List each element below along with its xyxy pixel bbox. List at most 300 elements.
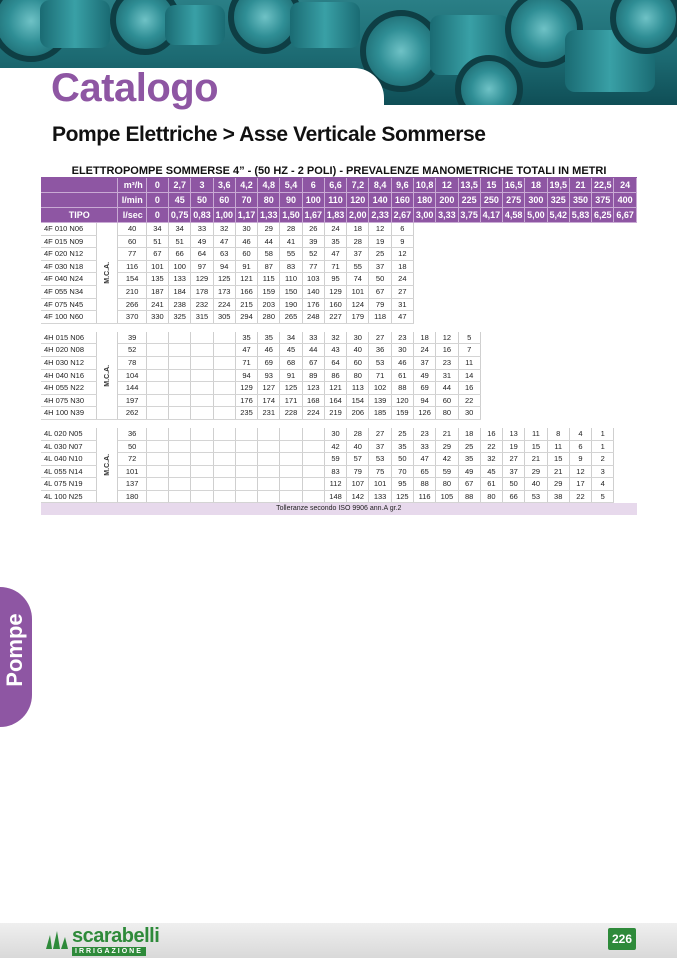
head-value-cell: 47 xyxy=(235,344,257,357)
head-value-cell: 53 xyxy=(369,356,391,369)
head-value-cell: 83 xyxy=(324,465,346,478)
head-value-cell: 9 xyxy=(391,235,413,248)
head-value-cell xyxy=(436,273,458,286)
head-value-cell: 12 xyxy=(391,248,413,261)
flow-header-cell: 325 xyxy=(547,193,569,208)
pump-model: 4H 015 N06 xyxy=(41,332,97,344)
head-value-cell xyxy=(480,273,502,286)
head-value-cell: 58 xyxy=(258,248,280,261)
head-value-cell: 37 xyxy=(503,465,525,478)
flow-header-cell: 3 xyxy=(191,178,213,193)
type-header: TIPO xyxy=(41,208,118,223)
head-value-cell xyxy=(146,332,168,344)
head-value-cell: 51 xyxy=(169,235,191,248)
head-value-cell xyxy=(280,490,302,503)
table-row xyxy=(41,344,637,357)
head-value-cell xyxy=(480,235,502,248)
head-value-cell xyxy=(146,394,168,407)
table-row xyxy=(41,465,637,478)
head-value-cell xyxy=(169,394,191,407)
flow-header-cell: 200 xyxy=(436,193,458,208)
head-value-cell: 112 xyxy=(324,478,346,491)
head-value-cell: 330 xyxy=(146,311,168,324)
head-value-cell: 5 xyxy=(458,332,480,344)
head-value-cell: 22 xyxy=(569,490,591,503)
head-value-cell: 42 xyxy=(324,440,346,453)
head-value-cell: 227 xyxy=(324,311,346,324)
head-value-cell: 95 xyxy=(324,273,346,286)
flow-header-cell: 8,4 xyxy=(369,178,391,193)
flow-header-cell: 45 xyxy=(169,193,191,208)
head-value-cell xyxy=(569,248,591,261)
head-value-cell: 325 xyxy=(169,311,191,324)
pump-model: 4L 055 N14 xyxy=(41,465,97,478)
mca-unit-cell xyxy=(97,223,118,324)
head-value-cell: 60 xyxy=(347,356,369,369)
flow-header-cell: 120 xyxy=(347,193,369,208)
head-value-cell: 59 xyxy=(436,465,458,478)
head-value-cell xyxy=(213,356,235,369)
pump-model: 4F 040 N24 xyxy=(41,273,97,286)
head-value-cell: 178 xyxy=(191,285,213,298)
head-value-cell: 71 xyxy=(235,356,257,369)
flow-header-cell: 1,00 xyxy=(213,208,235,223)
head-value-cell: 28 xyxy=(347,235,369,248)
head-value-cell xyxy=(503,344,525,357)
head-value-cell: 88 xyxy=(458,490,480,503)
head-value-cell xyxy=(547,260,569,273)
head-value-cell: 33 xyxy=(191,223,213,236)
head-value-cell: 18 xyxy=(391,260,413,273)
head-value-cell xyxy=(146,382,168,395)
head-value-cell: 18 xyxy=(347,223,369,236)
head-value-cell: 176 xyxy=(235,394,257,407)
head-value-cell xyxy=(458,285,480,298)
head-value-cell xyxy=(436,235,458,248)
head-value-cell: 2 xyxy=(592,453,614,466)
head-value-cell xyxy=(191,428,213,440)
head-value-cell xyxy=(503,285,525,298)
head-value-cell: 46 xyxy=(258,344,280,357)
table-row xyxy=(41,332,637,344)
head-value-cell: 17 xyxy=(569,478,591,491)
head-value-cell xyxy=(525,260,547,273)
head-value-cell: 80 xyxy=(436,478,458,491)
head-value-cell: 78 xyxy=(118,356,146,369)
head-value-cell: 77 xyxy=(118,248,146,261)
flow-header-cell: 24 xyxy=(614,178,637,193)
head-value-cell xyxy=(480,260,502,273)
head-value-cell xyxy=(413,311,435,324)
flow-header-cell: 5,83 xyxy=(569,208,591,223)
pump-model: 4F 030 N18 xyxy=(41,260,97,273)
head-value-cell xyxy=(213,490,235,503)
head-value-cell: 116 xyxy=(413,490,435,503)
flow-header-cell: 0,75 xyxy=(169,208,191,223)
head-value-cell: 118 xyxy=(369,311,391,324)
head-value-cell: 77 xyxy=(302,260,324,273)
head-value-cell xyxy=(280,453,302,466)
head-value-cell xyxy=(592,223,614,236)
head-value-cell xyxy=(592,248,614,261)
flow-header-cell: 15 xyxy=(480,178,502,193)
head-value-cell xyxy=(592,369,614,382)
head-value-cell xyxy=(213,382,235,395)
head-value-cell: 7 xyxy=(458,344,480,357)
head-value-cell: 185 xyxy=(369,407,391,420)
head-value-cell xyxy=(436,298,458,311)
flow-header-cell: 1,67 xyxy=(302,208,324,223)
head-value-cell xyxy=(592,394,614,407)
pump-model: 4F 055 N34 xyxy=(41,285,97,298)
head-value-cell xyxy=(569,356,591,369)
head-value-cell: 34 xyxy=(169,223,191,236)
head-value-cell: 190 xyxy=(280,298,302,311)
flow-header-cell: 3,6 xyxy=(213,178,235,193)
table-row xyxy=(41,223,637,236)
head-value-cell: 154 xyxy=(347,394,369,407)
head-value-cell: 4 xyxy=(569,428,591,440)
head-value-cell: 30 xyxy=(235,223,257,236)
head-value-cell xyxy=(213,453,235,466)
head-value-cell xyxy=(146,453,168,466)
head-value-cell xyxy=(525,235,547,248)
head-value-cell: 116 xyxy=(118,260,146,273)
head-value-cell: 100 xyxy=(169,260,191,273)
head-value-cell xyxy=(592,332,614,344)
head-value-cell xyxy=(169,382,191,395)
head-value-cell: 37 xyxy=(347,248,369,261)
head-value-cell: 11 xyxy=(525,428,547,440)
head-value-cell: 67 xyxy=(146,248,168,261)
head-value-cell xyxy=(525,273,547,286)
pump-model: 4L 030 N07 xyxy=(41,440,97,453)
head-value-cell: 52 xyxy=(302,248,324,261)
head-value-cell: 30 xyxy=(391,344,413,357)
head-value-cell xyxy=(480,382,502,395)
head-value-cell xyxy=(503,407,525,420)
head-value-cell xyxy=(436,285,458,298)
head-value-cell: 110 xyxy=(280,273,302,286)
head-value-cell: 37 xyxy=(413,356,435,369)
table-row xyxy=(41,428,637,440)
head-value-cell xyxy=(146,440,168,453)
head-value-cell xyxy=(258,440,280,453)
head-value-cell: 25 xyxy=(369,248,391,261)
table-row xyxy=(41,248,637,261)
head-value-cell: 115 xyxy=(258,273,280,286)
head-value-cell: 32 xyxy=(324,332,346,344)
head-value-cell: 176 xyxy=(302,298,324,311)
head-value-cell: 129 xyxy=(235,382,257,395)
head-value-cell xyxy=(569,407,591,420)
head-value-cell: 262 xyxy=(118,407,146,420)
head-value-cell: 55 xyxy=(280,248,302,261)
head-value-cell: 4 xyxy=(592,478,614,491)
flow-header-cell: 60 xyxy=(213,193,235,208)
flow-header-cell: 110 xyxy=(324,193,346,208)
head-value-cell: 32 xyxy=(213,223,235,236)
head-value-cell xyxy=(480,394,502,407)
head-value-cell: 30 xyxy=(458,407,480,420)
head-value-cell: 46 xyxy=(235,235,257,248)
head-value-cell xyxy=(258,453,280,466)
flow-header-cell: 5,00 xyxy=(525,208,547,223)
head-value-cell: 197 xyxy=(118,394,146,407)
head-value-cell: 139 xyxy=(369,394,391,407)
head-value-cell: 67 xyxy=(369,285,391,298)
head-value-cell xyxy=(525,356,547,369)
pump-model: 4L 020 N05 xyxy=(41,428,97,440)
head-value-cell: 12 xyxy=(436,332,458,344)
head-value-cell: 83 xyxy=(280,260,302,273)
head-value-cell: 3 xyxy=(592,465,614,478)
head-value-cell: 16 xyxy=(458,382,480,395)
head-value-cell: 238 xyxy=(169,298,191,311)
head-value-cell xyxy=(258,478,280,491)
head-value-cell xyxy=(191,332,213,344)
head-value-cell xyxy=(547,382,569,395)
head-value-cell: 206 xyxy=(347,407,369,420)
head-value-cell: 25 xyxy=(391,428,413,440)
head-value-cell xyxy=(569,394,591,407)
head-value-cell xyxy=(503,382,525,395)
head-value-cell: 44 xyxy=(258,235,280,248)
head-value-cell xyxy=(146,490,168,503)
head-value-cell xyxy=(169,490,191,503)
table-row xyxy=(41,260,637,273)
head-value-cell: 46 xyxy=(391,356,413,369)
head-value-cell: 88 xyxy=(391,382,413,395)
section-side-tab xyxy=(0,587,32,727)
head-value-cell xyxy=(503,260,525,273)
head-value-cell: 9 xyxy=(569,453,591,466)
head-value-cell: 33 xyxy=(302,332,324,344)
head-value-cell: 5 xyxy=(592,490,614,503)
head-value-cell xyxy=(569,369,591,382)
head-value-cell: 75 xyxy=(369,465,391,478)
head-value-cell: 265 xyxy=(280,311,302,324)
head-value-cell: 29 xyxy=(436,440,458,453)
flow-header-cell: 4,58 xyxy=(503,208,525,223)
head-value-cell: 59 xyxy=(324,453,346,466)
flow-header-cell: 22,5 xyxy=(592,178,614,193)
flow-header-cell: 2,33 xyxy=(369,208,391,223)
head-value-cell xyxy=(547,285,569,298)
head-value-cell: 49 xyxy=(458,465,480,478)
head-value-cell xyxy=(458,298,480,311)
head-value-cell: 173 xyxy=(213,285,235,298)
head-value-cell: 1 xyxy=(592,440,614,453)
unit-label: m³/h xyxy=(118,178,146,193)
flow-header-cell: 300 xyxy=(525,193,547,208)
flow-header-cell: 1,33 xyxy=(258,208,280,223)
head-value-cell: 53 xyxy=(369,453,391,466)
head-value-cell: 101 xyxy=(118,465,146,478)
flow-header-cell: 18 xyxy=(525,178,547,193)
head-value-cell: 36 xyxy=(118,428,146,440)
head-value-cell xyxy=(169,356,191,369)
flow-header-cell: 21 xyxy=(569,178,591,193)
flow-header-cell: 1,83 xyxy=(324,208,346,223)
head-value-cell: 80 xyxy=(480,490,502,503)
head-value-cell xyxy=(503,235,525,248)
head-value-cell xyxy=(458,235,480,248)
head-value-cell xyxy=(592,273,614,286)
pump-model: 4F 010 N06 xyxy=(41,223,97,236)
head-value-cell xyxy=(413,223,435,236)
table-row xyxy=(41,478,637,491)
head-value-cell xyxy=(436,260,458,273)
head-value-cell xyxy=(302,490,324,503)
head-value-cell: 32 xyxy=(480,453,502,466)
head-value-cell: 266 xyxy=(118,298,146,311)
pump-model: 4F 100 N60 xyxy=(41,311,97,324)
table-row xyxy=(41,235,637,248)
head-value-cell xyxy=(525,332,547,344)
head-value-cell xyxy=(525,382,547,395)
head-value-cell: 215 xyxy=(235,298,257,311)
head-value-cell: 27 xyxy=(391,285,413,298)
head-value-cell xyxy=(191,369,213,382)
head-value-cell: 120 xyxy=(391,394,413,407)
flow-header-cell: 4,17 xyxy=(480,208,502,223)
head-value-cell xyxy=(569,298,591,311)
head-value-cell: 140 xyxy=(302,285,324,298)
flow-header-cell: 3,00 xyxy=(413,208,435,223)
head-value-cell: 219 xyxy=(324,407,346,420)
head-value-cell xyxy=(258,428,280,440)
head-value-cell: 203 xyxy=(258,298,280,311)
head-value-cell xyxy=(547,344,569,357)
head-value-cell xyxy=(547,311,569,324)
head-value-cell xyxy=(458,273,480,286)
head-value-cell xyxy=(547,298,569,311)
head-value-cell: 47 xyxy=(413,453,435,466)
head-value-cell xyxy=(480,369,502,382)
flow-header-cell: 6 xyxy=(302,178,324,193)
head-value-cell: 60 xyxy=(235,248,257,261)
mca-unit-cell xyxy=(97,332,118,420)
flow-header-cell: 1,50 xyxy=(280,208,302,223)
head-value-cell xyxy=(503,298,525,311)
head-value-cell xyxy=(525,248,547,261)
head-value-cell: 66 xyxy=(169,248,191,261)
head-value-cell xyxy=(547,356,569,369)
head-value-cell xyxy=(146,465,168,478)
flow-header-cell: 7,2 xyxy=(347,178,369,193)
head-value-cell: 52 xyxy=(118,344,146,357)
head-value-cell: 25 xyxy=(458,440,480,453)
pump-model: 4H 020 N08 xyxy=(41,344,97,357)
head-value-cell xyxy=(592,344,614,357)
head-value-cell: 64 xyxy=(191,248,213,261)
head-value-cell: 13 xyxy=(503,428,525,440)
head-value-cell xyxy=(503,332,525,344)
head-value-cell: 47 xyxy=(324,248,346,261)
mca-unit-cell xyxy=(97,428,118,503)
head-value-cell xyxy=(547,394,569,407)
head-value-cell: 11 xyxy=(547,440,569,453)
head-value-cell xyxy=(413,260,435,273)
head-value-cell xyxy=(146,369,168,382)
head-value-cell: 88 xyxy=(413,478,435,491)
head-value-cell: 45 xyxy=(280,344,302,357)
head-value-cell: 35 xyxy=(458,453,480,466)
head-value-cell: 159 xyxy=(258,285,280,298)
table-row xyxy=(41,273,637,286)
head-value-cell: 127 xyxy=(258,382,280,395)
tolerance-note: Tolleranze secondo ISO 9906 ann.A gr.2 xyxy=(41,503,637,516)
head-value-cell xyxy=(569,273,591,286)
head-value-cell: 50 xyxy=(503,478,525,491)
table-row xyxy=(41,490,637,503)
header-row xyxy=(41,208,637,223)
head-value-cell: 11 xyxy=(458,356,480,369)
head-value-cell: 104 xyxy=(118,369,146,382)
head-value-cell xyxy=(191,394,213,407)
head-value-cell: 180 xyxy=(118,490,146,503)
flow-header-cell: 0 xyxy=(146,193,168,208)
head-value-cell: 87 xyxy=(258,260,280,273)
head-value-cell xyxy=(213,465,235,478)
head-value-cell xyxy=(146,356,168,369)
mca-label: M.C.A. xyxy=(104,261,112,284)
head-value-cell: 35 xyxy=(391,440,413,453)
head-value-cell: 33 xyxy=(413,440,435,453)
head-value-cell xyxy=(592,235,614,248)
head-value-cell xyxy=(436,311,458,324)
head-value-cell: 15 xyxy=(547,453,569,466)
head-value-cell: 74 xyxy=(347,273,369,286)
head-value-cell xyxy=(592,311,614,324)
head-value-cell xyxy=(503,248,525,261)
flow-header-cell: 12 xyxy=(436,178,458,193)
head-value-cell: 94 xyxy=(213,260,235,273)
head-value-cell: 305 xyxy=(213,311,235,324)
side-tab-label: Pompe xyxy=(2,613,27,687)
head-value-cell: 35 xyxy=(324,235,346,248)
head-value-cell xyxy=(413,285,435,298)
head-value-cell xyxy=(525,223,547,236)
head-value-cell: 22 xyxy=(480,440,502,453)
head-value-cell: 224 xyxy=(302,407,324,420)
head-value-cell xyxy=(592,407,614,420)
header-row xyxy=(41,178,637,193)
flow-header-cell: 275 xyxy=(503,193,525,208)
head-value-cell: 91 xyxy=(280,369,302,382)
table-row xyxy=(41,356,637,369)
head-value-cell: 129 xyxy=(191,273,213,286)
head-value-cell xyxy=(525,298,547,311)
table-row xyxy=(41,440,637,453)
head-value-cell xyxy=(235,465,257,478)
head-value-cell xyxy=(235,428,257,440)
head-value-cell: 31 xyxy=(436,369,458,382)
logo-subtitle: IRRIGAZIONE xyxy=(72,947,146,956)
header-row xyxy=(41,193,637,208)
pump-model: 4H 075 N30 xyxy=(41,394,97,407)
pump-model: 4F 020 N12 xyxy=(41,248,97,261)
head-value-cell xyxy=(191,440,213,453)
head-value-cell: 24 xyxy=(391,273,413,286)
flow-header-cell: 4,2 xyxy=(235,178,257,193)
flow-header-cell: 2,67 xyxy=(391,208,413,223)
flow-header-cell: 80 xyxy=(258,193,280,208)
pump-model: 4F 015 N09 xyxy=(41,235,97,248)
head-value-cell xyxy=(235,440,257,453)
flow-header-cell: 2,00 xyxy=(347,208,369,223)
